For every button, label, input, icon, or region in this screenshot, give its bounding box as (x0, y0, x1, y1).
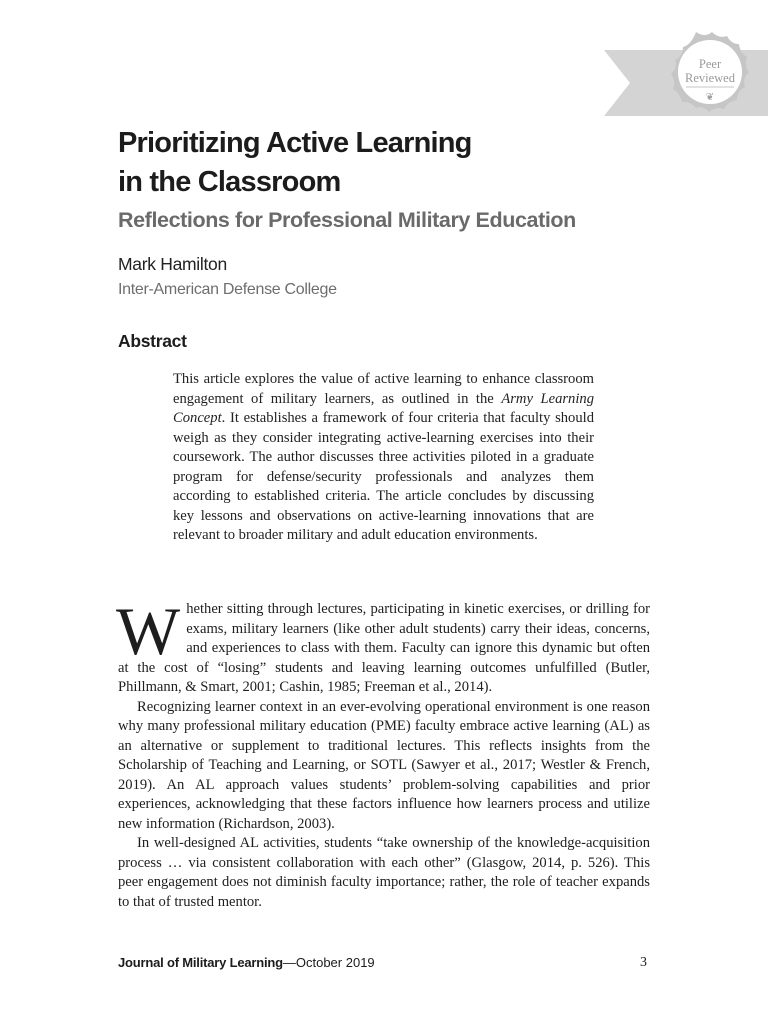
abstract-italic-title: Army Learning Concept (173, 390, 594, 426)
article-subtitle: Reflections for Professional Military Education (118, 208, 576, 232)
title-line-2: in the Classroom (118, 166, 341, 198)
body-paragraph-1-text: hether sitting through lectures, participating in kinetic exercises, or drilling for exams, military learners (like other adult students) carry their ideas, concerns, and experiences to class with them. Faculty can ignore this dynamic but often at the cost of “losing” students and leaving learning outcomes unfulfilled (Butler, Phillmann, & Smart, 2001; Cashin, 1985; Freeman et al., 2014). (118, 601, 650, 695)
abstract-heading: Abstract (118, 331, 187, 351)
seal-line2: Reviewed (685, 71, 735, 85)
body-paragraph-2: Recognizing learner context in an ever-evolving operational environment is one reason why many professional military education (PME) faculty embrace active learning (AL) as an alternative or supplement to traditional lectures. This reflects insights from the Scholarship of Teaching and Learning, or SOTL (Sawyer et al., 2017; Westler & French, 2019). An AL approach values students’ problem-solving capabilities and prior experiences, acknowledging that these factors influence how learners process and utilize new information (Richardson, 2003). (118, 698, 650, 832)
footer-journal-name: Journal of Military Learning (118, 955, 283, 970)
author-affiliation: Inter-American Defense College (118, 281, 337, 298)
body-paragraph-1 (116, 593, 650, 698)
page-number: 3 (640, 955, 647, 970)
seal-ornament-icon: ❦ (705, 92, 715, 103)
author-name: Mark Hamilton (118, 254, 227, 274)
abstract-text-part1: This article explores the value of active learning to enhance classroom engagement of military learners, as outlined in the (173, 371, 594, 407)
abstract-text-part2: . It establishes a framework of four criteria that faculty should weigh as they consider integrating active-learning exercises into their coursework. The author discusses three activities piloted in a graduate program for defense/security professionals and analyzes them according to established criteria. The article concludes by discussing key lessons and observations on active-learning innovations that are relevant to broader military and adult education environments. (173, 410, 594, 543)
title-line-1: Prioritizing Active Learning (118, 127, 472, 159)
article-title (118, 124, 578, 202)
peer-reviewed-seal (600, 30, 768, 136)
body-paragraph-3: In well-designed AL activities, students “take ownership of the knowledge-acquisition process … via consistent collaboration with each other” (Glasgow, 2014, p. 526). This peer engagement does not diminish faculty importance; rather, the role of teacher expands to that of trusted mentor. (118, 835, 650, 910)
seal-line1: Peer (698, 57, 722, 71)
footer-date: —October 2019 (282, 955, 375, 970)
abstract-text (173, 370, 594, 546)
page-footer (118, 953, 650, 973)
drop-cap: W (116, 593, 181, 669)
article-body (116, 593, 650, 912)
